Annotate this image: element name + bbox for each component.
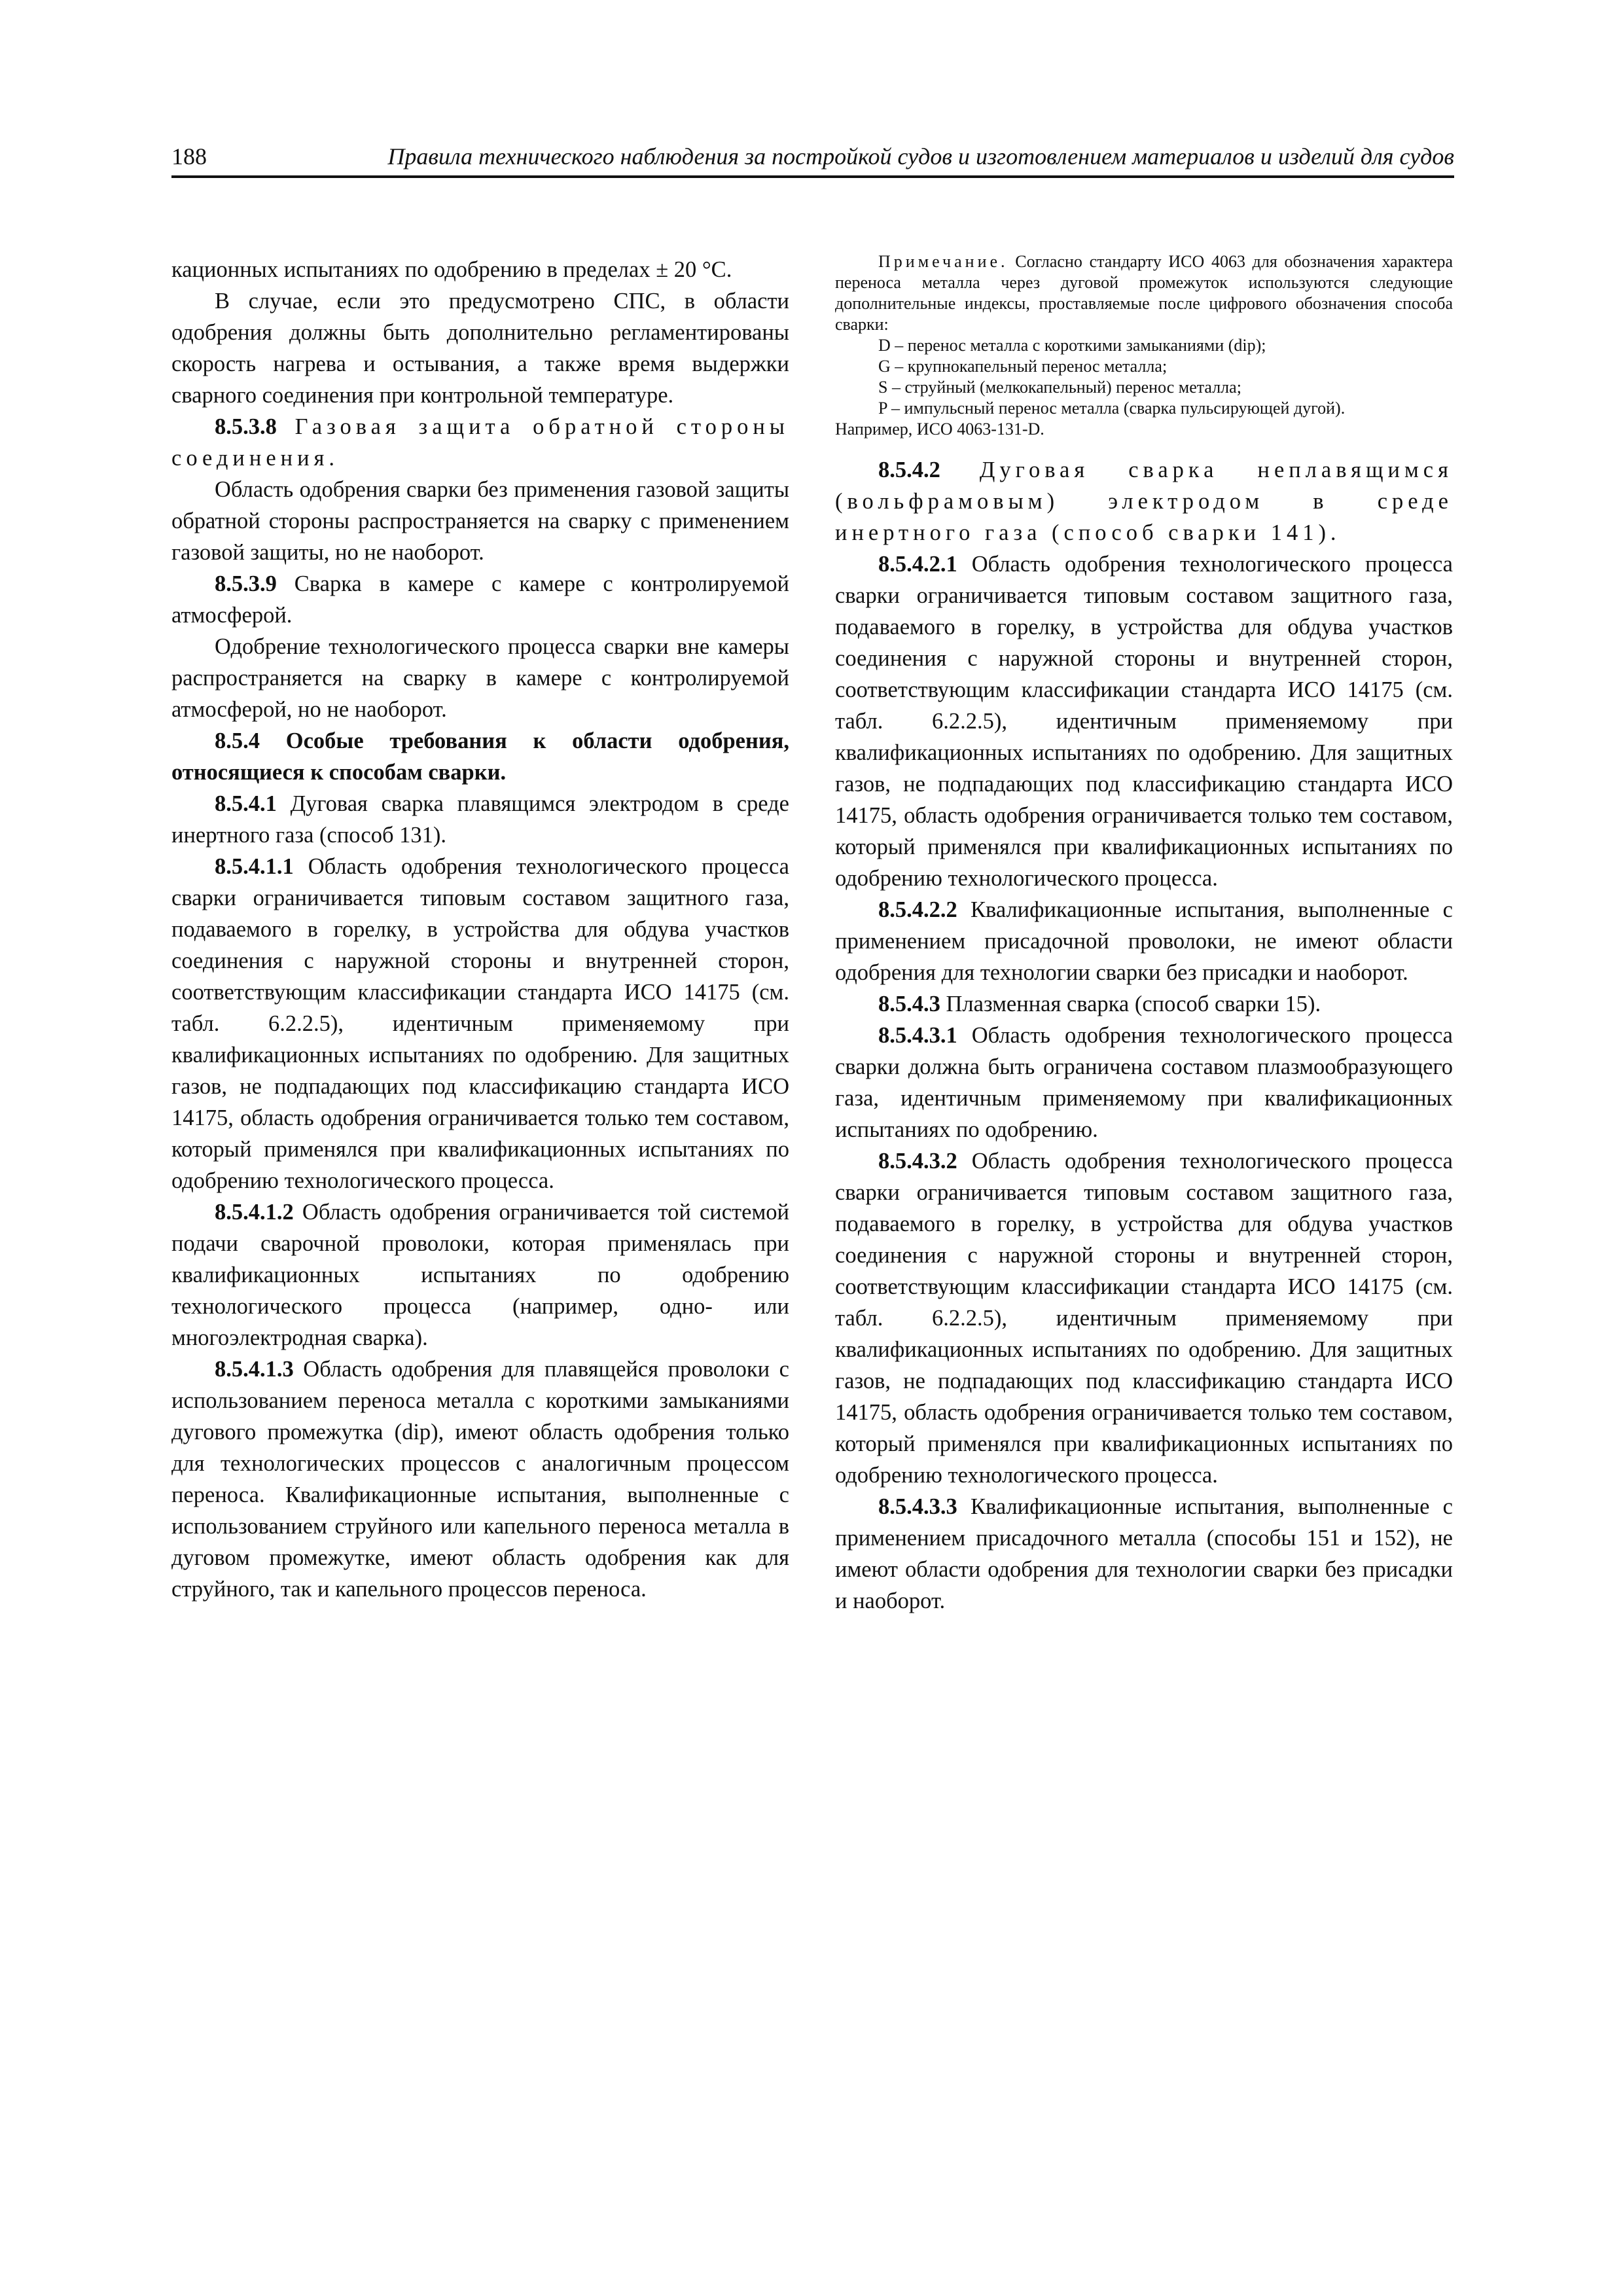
section-text: Область одобрения ограничивается той системой подачи сварочной проволоки, которая применялась при квалификационных испытаниях по одобрению технологического процесса (например, одно- или многоэлектродная сварка). — [171, 1200, 789, 1350]
note-text: Согласно стандарту ИСО 4063 для обозначения характера переноса металла через дуговой промежуток используются следующие дополнительные индексы, проставляемые после цифрового обозначения способа сварки: — [835, 252, 1453, 334]
section-text: Область одобрения технологического процесса сварки ограничивается типовым составом защитного газа, подаваемого в горелку, в устройства для обдува участков соединения с наружной стороны и внутренней сторон, соответствующим классификации стандарта ИСО 14175 (см. табл. 6.2.2.5), идентичным применяемому при квалификационных испытаниях по одобрению. Для защитных газов, не подпадающих под классификацию стандарта ИСО 14175, область одобрения ограничивается только тем составом, который применялся при квалификационных испытаниях по одобрению технологического процесса. — [835, 1149, 1453, 1488]
section-number: 8.5.3.8 — [215, 414, 277, 439]
running-title: Правила технического наблюдения за постройкой судов и изготовлением материалов и изделий для судов — [387, 143, 1454, 170]
section-text: Область одобрения технологического процесса сварки ограничивается типовым составом защитного газа, подаваемого в горелку, в устройства для обдува участков соединения с наружной стороны и внутренней сторон, соответствующим классификации стандарта ИСО 14175 (см. табл. 6.2.2.5), идентичным применяемому при квалификационных испытаниях по одобрению. Для защитных газов, не подпадающих под классификацию стандарта ИСО 14175, область одобрения ограничивается только тем составом, который применялся при квалификационных испытаниях по одобрению технологического процесса. — [835, 552, 1453, 891]
section-number: 8.5.4.2 — [878, 457, 940, 482]
page-header — [171, 143, 1454, 178]
section-number: 8.5.4.3 — [878, 992, 940, 1016]
section-number: 8.5.4.2.1 — [878, 552, 957, 577]
section-number: 8.5.4.3.1 — [878, 1023, 957, 1048]
section-8-5-3-9 — [171, 568, 789, 631]
section-text: Область одобрения технологического процесса сварки ограничивается типовым составом защитного газа, подаваемого в горелку, в устройства для обдува участков соединения с наружной стороны и внутренней сторон, соответствующим классификации стандарта ИСО 14175 (см. табл. 6.2.2.5), идентичным применяемому при квалификационных испытаниях по одобрению. Для защитных газов, не подпадающих под классификацию стандарта ИСО 14175, область одобрения ограничивается только тем составом, который применялся при квалификационных испытаниях по одобрению технологического процесса. — [171, 854, 789, 1193]
paragraph: кационных испытаниях по одобрению в пределах ± 20 °С. — [171, 257, 732, 282]
section-8-5-3-8 — [171, 411, 789, 474]
page-number: 188 — [171, 143, 207, 170]
note-block — [835, 251, 1453, 440]
section-8-5-4-3-2 — [835, 1145, 1453, 1491]
note-label: Примечание. — [878, 252, 1008, 271]
paragraph: Одобрение технологического процесса сварки вне камеры распространяется на сварку в камере с контролируемой атмосферой, но не наоборот. — [171, 634, 789, 722]
note-item-d: D – перенос металла с короткими замыканиями (dip); — [878, 336, 1266, 355]
note-item-s: S – струйный (мелкокапельный) перенос металла; — [878, 378, 1241, 397]
section-text: Квалификационные испытания, выполненные с применением присадочного металла (способы 151 и 152), не имеют области одобрения для технологии сварки без присадки и наоборот. — [835, 1494, 1453, 1613]
section-text: Сварка в камере с камере с контролируемой атмосферой. — [171, 571, 789, 628]
section-number: 8.5.4.1.2 — [215, 1200, 294, 1225]
section-8-5-4-2-1 — [835, 548, 1453, 894]
section-number: 8.5.4.1.1 — [215, 854, 294, 879]
section-text: Квалификационные испытания, выполненные с применением присадочной проволоки, не имеют области одобрения для технологии сварки без присадки и наоборот. — [835, 897, 1453, 985]
section-8-5-4-2 — [835, 454, 1453, 548]
section-8-5-4-1-3 — [171, 1354, 789, 1605]
note-item-p: P – импульсный перенос металла (сварка пульсирующей дугой). — [878, 399, 1346, 418]
section-text: Область одобрения технологического процесса сварки должна быть ограничена составом плазмообразующего газа, идентичным применяемому при квалификационных испытаниях по одобрению. — [835, 1023, 1453, 1142]
section-number: 8.5.4.2.2 — [878, 897, 957, 922]
note-intro — [835, 251, 1453, 335]
section-heading-8-5-4: 8.5.4 Особые требования к области одобрения, относящиеся к способам сварки. — [171, 728, 789, 785]
section-number: 8.5.4.3.2 — [878, 1149, 957, 1174]
section-8-5-4-3 — [835, 988, 1453, 1020]
note-item-g: G – крупнокапельный перенос металла; — [878, 357, 1168, 376]
section-8-5-4-1-1 — [171, 851, 789, 1196]
section-text: Дуговая сварка плавящимся электродом в среде инертного газа (способ 131). — [171, 791, 789, 848]
section-number: 8.5.3.9 — [215, 571, 277, 596]
right-column — [835, 254, 1453, 1617]
section-title: Газовая защита обратной стороны соединения. — [171, 414, 789, 471]
section-text: Плазменная сварка (способ сварки 15). — [940, 992, 1321, 1016]
section-8-5-4-3-1 — [835, 1020, 1453, 1145]
section-text: Область одобрения для плавящейся проволоки с использованием переноса металла с короткими замыканиями дугового промежутка (dip), имеют область одобрения только для технологических процессов с аналогичным процессом переноса. Квалификационные испытания, выполненные с использованием струйного или капельного переноса металла в дуговом промежутке, имеют область одобрения как для струйного, так и капельного процессов переноса. — [171, 1357, 789, 1602]
section-8-5-4-1-2 — [171, 1196, 789, 1354]
section-number: 8.5.4.3.3 — [878, 1494, 957, 1519]
section-8-5-4-1 — [171, 788, 789, 851]
left-column — [171, 254, 789, 1605]
paragraph: В случае, если это предусмотрено СПС, в области одобрения должны быть дополнительно регламентированы скорость нагрева и остывания, а также время выдержки сварного соединения при контрольной температуре. — [171, 289, 789, 408]
paragraph: Область одобрения сварки без применения газовой защиты обратной стороны распространяется на сварку с применением газовой защиты, но не наоборот. — [171, 477, 789, 565]
section-8-5-4-3-3 — [835, 1491, 1453, 1617]
note-example: Например, ИСО 4063-131-D. — [835, 420, 1044, 439]
section-number: 8.5.4.1 — [215, 791, 277, 816]
section-number: 8.5.4.1.3 — [215, 1357, 294, 1382]
section-text: Дуговая сварка неплавящимся (вольфрамовым) электродом в среде инертного газа (способ сварки 141). — [835, 457, 1453, 545]
section-8-5-4-2-2 — [835, 894, 1453, 988]
